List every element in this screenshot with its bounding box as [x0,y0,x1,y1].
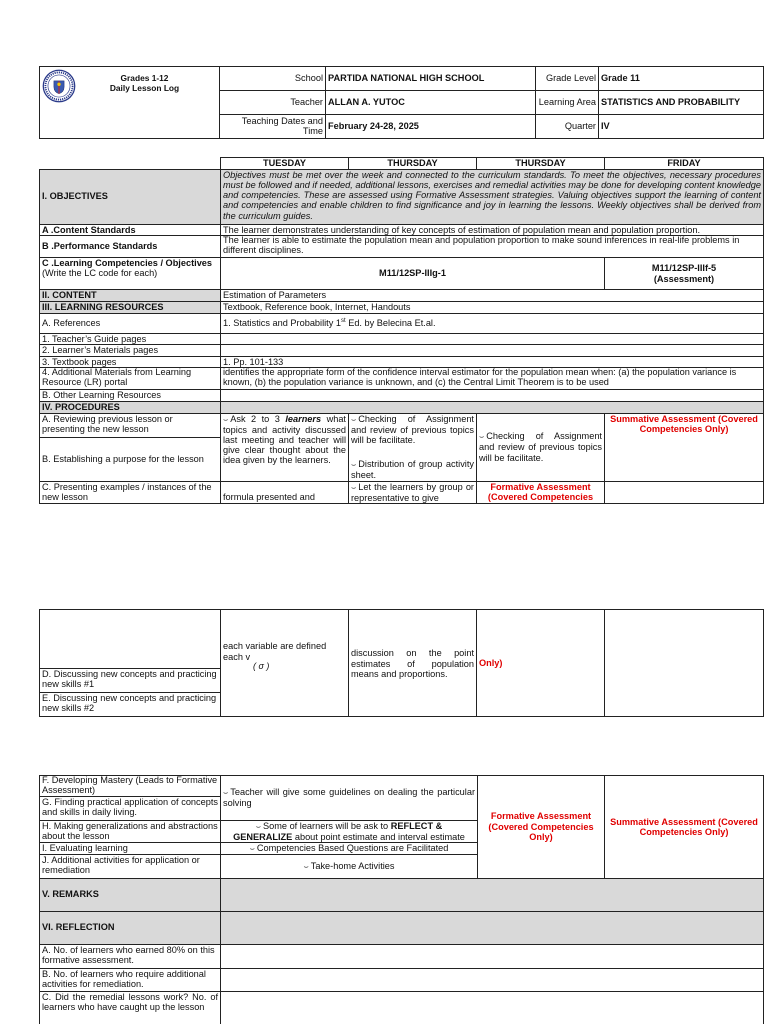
proc-c-tuesday: formula presented and [221,481,349,503]
bullet-icon: ⌣ [249,844,255,854]
proc-a-label: A. Reviewing previous lesson or presenting the new lesson [40,413,221,437]
deped-seal-icon [42,69,76,103]
content-standards-label: A .Content Standards [40,224,221,236]
i-text-body: Competencies Based Questions are Facilitated [256,843,449,854]
proc-c-formative-partial: Formative Assessment (Covered Competencies [477,481,605,503]
additional-materials-text: identifies the appropriate form of the confidence interval estimator for the population mean when: (a) the population variance is known, (b) the population variance is unknown, and (c) the Central Limit Theorem is to be used [221,368,764,390]
thu-item-1 [351,414,474,446]
learning-resources-text: Textbook, Reference book, Internet, Handouts [221,301,764,313]
textbook-pages-label: 3. Textbook pages [40,356,221,368]
objectives-text: Objectives must be met over the week and connected to the curriculum standards. To meet the objectives, necessary procedures must be followed and if needed, additional lessons, exercises and remedial activities may be done for developing content knowledge and competencies. These are assessed using Formative Assessment strategies. Valuing objectives support the learning of content and competencies and enable children to find significance and joy in learning the lessons. Weekly objectives shall be derived from the curriculum guides. [221,169,764,224]
lc-label-rest: (Write the LC code for each) [42,268,158,279]
header-table [39,66,764,139]
proc-h-label: H. Making generalizations and abstractions about the lesson [40,821,221,843]
reflection-b-label: B. No. of learners who require additional activities for remediation. [40,968,221,991]
proc-i-label: I. Evaluating learning [40,843,221,855]
grade-level-value: Grade 11 [599,67,764,91]
header-title-line2: Daily Lesson Log [109,82,180,93]
performance-standards-text: The learner is able to estimate the population mean and population proportion to make sound inferences in real-life problems in different disciplines. [221,236,764,258]
other-resources-value [221,390,764,402]
proc-ab-thursday-2 [477,413,605,481]
reflection-b-value [221,968,764,991]
teaching-dates-value: February 24-28, 2025 [326,115,536,139]
p2-tue-text: each variable are defined each v [223,641,327,662]
references-text [221,313,764,333]
p2-blank-label [40,610,221,669]
lc-code-2-note: (Assessment) [653,273,715,284]
content-standards-text: The learner demonstrates understanding of key concepts of estimation of population mean and population proportion. [221,224,764,236]
reflection-a-label: A. No. of learners who earned 80% on this formative assessment. [40,944,221,968]
j-text-body: Take-home Activities [310,860,395,871]
proc-c-friday [605,481,764,503]
i-text [221,843,478,855]
grade-level-label: Grade Level [536,67,599,91]
thu-item-2-text: Distribution of group activity sheet. [351,459,474,481]
reflection-value [221,911,764,944]
references-pre: 1. Statistics and Probability 1 [223,317,341,328]
lc-code-2: M11/12SP-IIIf-5 [651,263,717,274]
proc-d-label: D. Discussing new concepts and practicing new skills #1 [40,669,221,693]
bullet-icon: ⌣ [351,482,357,492]
tue1-post: what topics and activity discussed last meeting and teacher will give clear thought about the idea given by the learners. [223,413,346,466]
references-label: A. References [40,313,221,333]
proc-ab-thursday [349,413,477,481]
lc-code-1: M11/12SP-IIIg-1 [221,258,605,290]
proc-e-label: E. Discussing new concepts and practicing new skills #2 [40,693,221,717]
teachers-guide-value [221,333,764,345]
tue1-bold: learners [285,413,322,424]
teacher-label: Teacher [220,91,326,115]
proc-g-label: G. Finding practical application of concepts and skills in daily living. [40,797,221,821]
bullet-icon: ⌣ [255,822,262,831]
references-post: Ed. by Belecina Et.al. [345,317,436,328]
header-title-line1: Grades 1-12 [120,73,169,83]
p2-tuesday [221,610,349,717]
p2-only: Only) [479,658,503,668]
h-text [221,821,478,843]
bullet-icon: ⌣ [479,432,485,442]
proc-ab-friday-summative: Summative Assessment (Covered Competencies Only) [605,413,764,481]
bullet-icon: ⌣ [351,460,357,470]
day-header-3: THURSDAY [477,158,605,170]
learners-materials-value [221,345,764,357]
proc-f-label: F. Developing Mastery (Leads to Formative Assessment) [40,776,221,797]
fg-text [221,776,478,821]
reflection-c-label: C. Did the remedial lessons work? No. of learners who have caught up the lesson [40,991,221,1024]
learning-competencies-label [40,258,221,290]
continuation-table-2 [39,609,764,717]
reflection-heading: VI. REFLECTION [40,911,221,944]
remarks-value [221,878,764,911]
formative-assessment: Formative Assessment (Covered Competencies Only) [478,776,605,879]
learning-resources-heading: III. LEARNING RESOURCES [40,301,221,313]
content-text: Estimation of Parameters [221,290,764,302]
learners-materials-label: 2. Learner’s Materials pages [40,345,221,357]
thu-item-1-text: Checking of Assignment and review of previous topics will be facilitate. [351,413,474,445]
proc-b-label: B. Establishing a purpose for the lesson [40,437,221,481]
teacher-value: ALLAN A. YUTOC [326,91,536,115]
fg-text-body: Teacher will give some guidelines on dealing the particular solving [223,787,475,808]
blank-corner [40,158,221,170]
quarter-label: Quarter [536,115,599,139]
other-resources-label: B. Other Learning Resources [40,390,221,402]
j-text [221,854,478,878]
proc-j-label: J. Additional activities for application or remediation [40,854,221,878]
bullet-icon: ⌣ [223,414,229,424]
learning-area-value: STATISTICS AND PROBABILITY [599,91,764,115]
reflection-c-value [221,991,764,1024]
h-post: about point estimate and interval estimate [292,831,465,842]
bullet-icon: ⌣ [351,414,357,424]
lc-label-bold: C .Learning Competencies / Objectives [42,258,213,269]
procedures-heading-fill [221,402,764,414]
additional-materials-label: 4. Additional Materials from Learning Resource (LR) portal [40,368,221,390]
textbook-pages-value: 1. Pp. 101-133 [221,356,764,368]
proc-ab-tuesday [221,413,349,481]
day-header-2: THURSDAY [349,158,477,170]
school-label: School [220,67,326,91]
performance-standards-label: B .Performance Standards [40,236,221,258]
proc-c-thursday [349,481,477,503]
teachers-guide-label: 1. Teacher’s Guide pages [40,333,221,345]
proc-c-label: C. Presenting examples / instances of the new lesson [40,481,221,503]
school-value: PARTIDA NATIONAL HIGH SCHOOL [326,67,536,91]
quarter-value: IV [599,115,764,139]
tue1-pre: Ask 2 to 3 [230,413,286,424]
sigma-fragment: ( σ ) [253,661,270,672]
header-title-cell [40,67,220,139]
continuation-table-3 [39,775,764,1024]
thu2-text: Checking of Assignment and review of previous topics will be facilitate. [479,431,602,463]
references-sup: st [340,317,346,324]
bullet-icon: ⌣ [223,788,229,797]
reflection-a-value [221,944,764,968]
summative-assessment: Summative Assessment (Covered Competencies Only) [605,776,764,879]
learning-area-label: Learning Area [536,91,599,115]
teaching-dates-label: Teaching Dates and Time [220,115,326,139]
lc-code-2-cell [605,258,764,290]
p2-friday [605,610,764,717]
thu-item-3-text: Let the learners by group or representative to give [351,481,474,503]
thu-item-2 [351,459,474,480]
p2-formative-end [477,610,605,717]
p2-thursday [349,610,477,717]
h-bold1: REFLECT & [390,821,443,831]
h-pre: Some of learners will be ask to [263,821,391,831]
lesson-log-table [39,157,764,504]
h-bold2: GENERALIZE [233,831,293,842]
remarks-heading: V. REMARKS [40,878,221,911]
procedures-heading: IV. PROCEDURES [40,402,221,414]
bullet-icon: ⌣ [303,861,309,871]
p2-thu-text: discussion on the point estimates of population means and proportions. [351,648,474,680]
day-header-1: TUESDAY [221,158,349,170]
content-heading: II. CONTENT [40,290,221,302]
day-header-4: FRIDAY [605,158,764,170]
objectives-heading: I. OBJECTIVES [40,169,221,224]
